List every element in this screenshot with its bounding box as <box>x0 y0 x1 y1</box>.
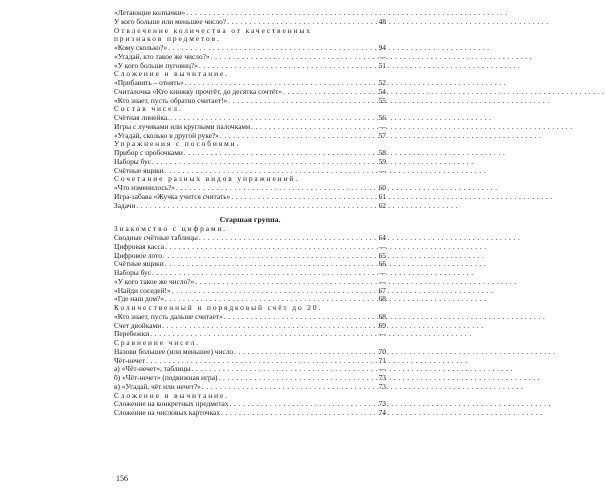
section-heading: Отвлечение количества от качественных <box>114 25 312 35</box>
section-heading: Сложение и вычитание. <box>114 390 229 400</box>
toc-entry-page: 59 <box>378 156 386 166</box>
toc-entry-page: 48 <box>378 16 386 26</box>
dot-leader <box>136 202 376 211</box>
dot-leader <box>221 409 376 418</box>
toc-entry-page: — <box>378 268 386 277</box>
section-heading: Сочетание разных видов упражнений. <box>114 174 299 184</box>
toc-entry-title: б) «Чёт-нечет» (подвижная игра) <box>114 373 218 382</box>
toc-entry-title: «Кто знает, пусть дальше считает» <box>114 311 223 321</box>
toc-entry-title: «Летающие колпачки» <box>114 8 186 17</box>
toc-entry-page: 57 <box>378 130 386 140</box>
toc-entry-page: — <box>378 165 386 175</box>
toc-entry-page: — <box>378 329 386 339</box>
section-heading: Знакомство с цифрами. <box>114 224 228 234</box>
toc-entry-title: Сводные счётные таблицы <box>114 233 198 242</box>
toc-entry-page: 64 <box>378 233 386 242</box>
toc-entry-page: 68 <box>378 311 386 321</box>
toc-entry-page: 69 <box>378 320 386 330</box>
toc-entry <box>114 409 386 418</box>
section-heading: Состав чисел. <box>114 104 183 114</box>
toc-entry-title: Счётные ящики <box>114 165 164 175</box>
toc-entry-page: 60 <box>378 183 386 192</box>
table-of-contents <box>114 9 386 418</box>
toc-entry-title: «Угадай, сколько в другой руке?» <box>114 130 219 140</box>
toc-entry-title: «Кому сколько?» <box>114 43 168 52</box>
toc-entry-title: У кого больше или меньшее число? <box>114 16 227 26</box>
section-heading: признаков предметов. <box>114 34 221 44</box>
toc-entry-page: 73 <box>378 373 386 382</box>
toc-entry-title: Игры с лучиками или круглыми палочками <box>114 121 251 131</box>
toc-entry-page: 74 <box>378 408 386 417</box>
toc-entry-title: «Найди соседей!» <box>114 285 171 295</box>
toc-entry-page: 52 <box>378 78 386 87</box>
toc-entry-title: «Где наш дом?» <box>114 294 165 304</box>
section-heading: Количественный и порядковый счёт до 20. <box>114 303 323 312</box>
toc-entry-page: — <box>378 276 386 286</box>
toc-entry-title: Игра-забава «Жучка учится считать» <box>114 191 231 201</box>
toc-entry-title: Перебежки <box>114 329 150 339</box>
section-heading: Сравнение чисел. <box>114 338 200 347</box>
toc-entry-title: а) «Чёт-нечет», таблицы <box>114 364 191 374</box>
toc-entry-title: Наборы бус <box>114 268 152 277</box>
toc-entry-title: Считалочка «Кто книжку прочтёт, до десятка сочтёт» <box>114 86 283 96</box>
toc-entry-title: «Прибавить – отнять» <box>114 78 184 87</box>
toc-entry-title: Счет двойками <box>114 320 162 330</box>
toc-entry-page: 73 <box>378 399 386 409</box>
toc-entry-page: — <box>378 364 386 374</box>
toc-entry-page: — <box>378 241 386 251</box>
group-title: Старшая группа. <box>219 215 281 225</box>
toc-entry-page: 51 <box>378 60 386 70</box>
toc-entry-page: 73 <box>378 381 386 391</box>
toc-entry-page: — <box>378 121 386 131</box>
dot-leader <box>220 132 376 141</box>
toc-entry-title: «Угадай, кто такое же число?» <box>114 51 210 61</box>
toc-entry-title: Сложение на конкретных предметах <box>114 399 229 409</box>
toc-entry-title: «Что изменилось?» <box>114 183 176 192</box>
toc-entry <box>114 202 386 211</box>
toc-entry-page: 54 <box>378 86 386 96</box>
section-heading: Упражнения с пособиями. <box>114 139 241 149</box>
toc-entry-page: — <box>378 51 386 61</box>
toc-entry-page: 61 <box>378 191 386 201</box>
toc-entry-page: 70 <box>378 346 386 356</box>
toc-entry-title: Счётные ящики <box>114 259 164 269</box>
toc-entry-page: 58 <box>378 148 386 157</box>
toc-entry-title: Задачи <box>114 200 136 210</box>
toc-entry-title: «У кого больше пуговиц?» <box>114 60 198 70</box>
toc-entry-page: 71 <box>378 355 386 365</box>
section-heading: Сложение и вычитание. <box>114 69 229 79</box>
dot-leader <box>228 97 376 106</box>
toc-entry-title: Наборы бус <box>114 156 152 166</box>
toc-entry-title: Цифровое лото <box>114 250 162 260</box>
toc-entry-title: Сложение на числовых карточках <box>114 408 221 417</box>
toc-entry-page: 65 <box>378 250 386 260</box>
toc-entry-page: 66 <box>378 259 386 269</box>
toc-entry-page: 67 <box>378 285 386 295</box>
toc-entry-title: «У кого такое же число?» <box>114 276 195 286</box>
toc-entry-title: Цифровая касса <box>114 241 165 251</box>
toc-entry-title: Прибор с пробочками <box>114 148 183 157</box>
toc-entry-title: Чёт-нечет <box>114 355 146 365</box>
toc-entry-title: Назови большее (или меньшее) число <box>114 346 234 356</box>
toc-entry-title: в) «Угадай, чёт или нечет?» <box>114 381 201 391</box>
toc-entry-page: 56 <box>378 113 386 122</box>
page-number: 156 <box>116 474 128 483</box>
toc-entry-page: 68 <box>378 294 386 304</box>
toc-entry-title: Счётная линейка. <box>114 113 169 122</box>
toc-entry-title: «Кто знает, пусть обратно считает!» <box>114 95 228 105</box>
toc-entry-page: 62 <box>378 200 386 210</box>
toc-entry-page: 55 <box>378 95 386 105</box>
toc-entry-page: 94 <box>378 43 386 52</box>
